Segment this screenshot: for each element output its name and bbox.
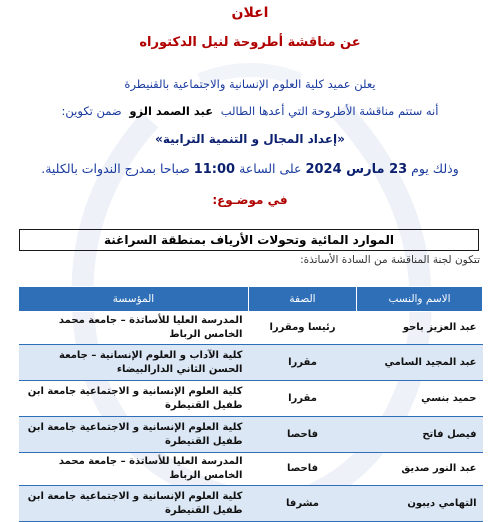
jury-table-header (19, 287, 483, 312)
member-role: فاحصا (249, 453, 357, 486)
header-role: الصفة (249, 287, 357, 312)
table-row (19, 417, 483, 453)
header-name: الاسم والنسب (357, 287, 483, 312)
member-role: رئيسا ومقررا (249, 312, 357, 345)
member-name: فيصل فاتح (357, 417, 483, 453)
member-institution: المدرسة العليا للأساتذة – جامعة محمد الخامس الرباط (19, 453, 249, 486)
dean-announcement-line: يعلن عميد كلية العلوم الإنسانية والاجتماعية بالقنيطرة (124, 77, 376, 91)
schedule-suffix: صباحا بمدرج الندوات بالكلية. (41, 161, 190, 176)
defense-time: 11:00 (193, 162, 236, 177)
candidate-line (0, 104, 500, 118)
member-name: التهامي ديبون (357, 486, 483, 522)
member-name: عبد العزيز باحو (357, 312, 483, 345)
schedule-middle: على الساعة (239, 161, 302, 176)
defense-date: 23 مارس 2024 (305, 162, 408, 177)
member-institution: كلية العلوم الإنسانية و الاجتماعية جامعة ابن طفيل القنيطرة (19, 486, 249, 522)
member-name: عبد النور صديق (357, 453, 483, 486)
member-institution: كلية الآداب و العلوم الإنسانية – جامعة الحسن الثاني الدارالبيضاء (19, 345, 249, 381)
announcement-subtitle: عن مناقشة أطروحة لنيل الدكتوراه (139, 35, 361, 50)
candidate-prefix: أنه ستتم مناقشة الأطروحة التي أعدها الطالب (220, 104, 439, 118)
member-role: مقررا (249, 381, 357, 417)
announcement-title: اعلان (231, 5, 269, 21)
schedule-prefix: وذلك يوم (411, 161, 459, 176)
member-institution: المدرسة العليا للأساتذة – جامعة محمد الخامس الرباط (19, 312, 249, 345)
candidate-suffix: ضمن تكوين: (61, 104, 122, 118)
member-institution: كلية العلوم الإنسانية و الاجتماعية جامعة ابن طفيل القنيطرة (19, 381, 249, 417)
table-row (19, 345, 483, 381)
member-role: مقررا (249, 345, 357, 381)
program-name: «إعداد المجال و التنمية الترابية» (155, 132, 345, 146)
member-name: حميد بنسي (357, 381, 483, 417)
table-row (19, 453, 483, 486)
table-row (19, 312, 483, 345)
jury-table (18, 286, 483, 522)
header-institution: المؤسسة (19, 287, 249, 312)
member-role: مشرفا (249, 486, 357, 522)
table-row (19, 486, 483, 522)
committee-intro: تتكون لجنة المناقشة من السادة الأساتذة: (300, 254, 480, 266)
table-row (19, 381, 483, 417)
member-role: فاحصا (249, 417, 357, 453)
schedule-line (0, 161, 500, 177)
member-institution: كلية العلوم الإنسانية و الاجتماعية جامعة ابن طفيل القنيطرة (19, 417, 249, 453)
candidate-name: عبد الصمد الزو (129, 104, 214, 118)
thesis-topic: الموارد المائية وتحولات الأرياف بمنطقة السراغنة (19, 229, 479, 251)
member-name: عبد المجيد السامي (357, 345, 483, 381)
topic-label: في موضـوع: (212, 193, 288, 207)
